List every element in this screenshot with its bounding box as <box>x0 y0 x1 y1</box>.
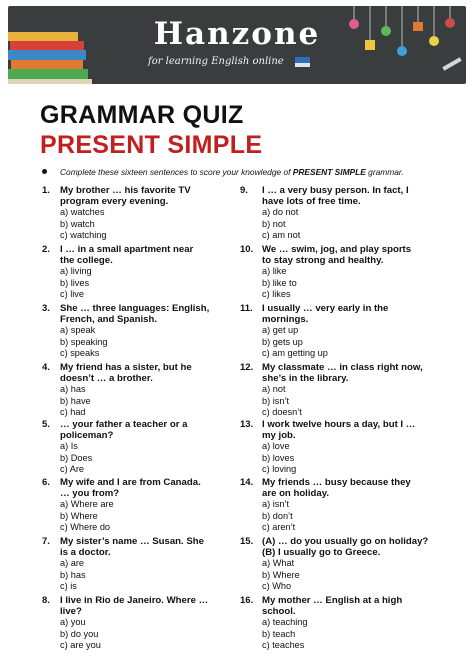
answer-option: a) speak <box>60 325 96 336</box>
question-number: 3. <box>42 303 50 314</box>
answer-option: b) isn’t <box>262 395 290 406</box>
question-number: 5. <box>42 419 50 430</box>
answer-option: c) had <box>60 406 86 417</box>
hanging-decorations <box>346 6 466 84</box>
question-8 <box>42 595 212 651</box>
question-stem-line: I … in a small apartment near <box>60 244 194 255</box>
question-2 <box>42 244 212 300</box>
answer-option: c) am getting up <box>262 347 328 358</box>
question-number: 12. <box>240 362 254 373</box>
answer-option: c) live <box>60 288 84 299</box>
answer-option: a) Is <box>60 441 78 452</box>
header-banner <box>8 6 466 84</box>
answer-option: a) Where are <box>60 499 114 510</box>
question-5 <box>42 419 212 475</box>
question-7 <box>42 536 212 592</box>
question-number: 4. <box>42 362 50 373</box>
answer-option: c) loving <box>262 463 297 474</box>
question-stem-line: live? <box>60 606 82 618</box>
question-stem-line: My classmate … in class right now, <box>262 362 423 373</box>
answer-option: b) Where <box>60 510 98 521</box>
answer-option: c) doesn’t <box>262 406 302 417</box>
question-stem-line: school. <box>262 606 296 618</box>
question-stem-line: is a doctor. <box>60 547 111 559</box>
question-stem-line: the college. <box>60 255 113 267</box>
question-stem-line: doesn’t … a brother. <box>60 373 153 385</box>
question-stem-line: … you from? <box>60 488 120 500</box>
answer-option: b) Does <box>60 452 93 463</box>
answer-option: a) watches <box>60 207 105 218</box>
question-stem-line: … your father a teacher or a <box>60 419 188 430</box>
answer-option: c) teaches <box>262 639 305 650</box>
brand-tagline: for learning English online <box>148 56 284 67</box>
question-stem-line: My brother … his favorite TV <box>60 185 191 196</box>
question-number: 1. <box>42 185 50 196</box>
question-stem-line: My wife and I are from Canada. <box>60 477 201 488</box>
question-number: 2. <box>42 244 50 255</box>
question-stem-line: (A) … do you usually go on holiday? <box>262 536 429 547</box>
answer-option: b) lives <box>60 277 90 288</box>
page-subtitle: PRESENT SIMPLE <box>40 131 263 159</box>
instructions <box>42 167 462 177</box>
answer-option: a) like <box>262 266 287 277</box>
answer-option: a) you <box>60 617 86 628</box>
answer-option: b) teach <box>262 628 296 639</box>
answer-option: c) aren’t <box>262 521 296 532</box>
question-stem-line: to stay strong and healthy. <box>262 255 384 267</box>
question-stem-line: She … three languages: English, <box>60 303 210 314</box>
page-title: GRAMMAR QUIZ <box>40 101 244 129</box>
question-stem-line: mornings. <box>262 314 309 326</box>
answer-option: a) What <box>262 558 295 569</box>
answer-option: b) do you <box>60 628 99 639</box>
bullet-icon <box>42 169 47 174</box>
answer-option: c) likes <box>262 288 291 299</box>
question-6 <box>42 477 212 533</box>
question-13 <box>240 419 450 475</box>
question-1 <box>42 185 212 241</box>
instructions-text-after: grammar. <box>365 167 404 177</box>
answer-option: b) speaking <box>60 336 108 347</box>
question-14 <box>240 477 440 533</box>
answer-option: c) watching <box>60 229 107 240</box>
answer-option: c) Who <box>262 580 292 591</box>
answer-option: b) like to <box>262 277 297 288</box>
answer-option: b) has <box>60 569 86 580</box>
answer-option: b) have <box>60 395 91 406</box>
question-number: 11. <box>240 303 253 314</box>
question-stem-line: policeman? <box>60 430 114 442</box>
answer-option: a) do not <box>262 207 299 218</box>
question-stem-line: I … a very busy person. In fact, I <box>262 185 409 196</box>
question-15 <box>240 536 465 592</box>
answer-option: b) not <box>262 218 286 229</box>
question-stem-line: (B) I usually go to Greece. <box>262 547 381 559</box>
answer-option: c) speaks <box>60 347 100 358</box>
question-stem-line: my job. <box>262 430 296 442</box>
answer-option: a) not <box>262 384 286 395</box>
question-number: 9. <box>240 185 248 196</box>
question-stem-line: I usually … very early in the <box>262 303 389 314</box>
answer-option: c) are you <box>60 639 101 650</box>
question-number: 13. <box>240 419 254 430</box>
answer-option: a) teaching <box>262 617 308 628</box>
question-stem-line: French, and Spanish. <box>60 314 158 326</box>
flag-icon <box>295 57 310 67</box>
question-stem-line: I live in Rio de Janeiro. Where … <box>60 595 209 606</box>
answer-option: c) Where do <box>60 521 111 532</box>
question-3 <box>42 303 212 359</box>
question-12 <box>240 362 450 418</box>
question-number: 6. <box>42 477 50 488</box>
question-stem-line: My sister’s name … Susan. She <box>60 536 204 547</box>
question-10 <box>240 244 440 300</box>
answer-option: c) am not <box>262 229 301 240</box>
question-stem-line: are on holiday. <box>262 488 329 500</box>
answer-option: b) don’t <box>262 510 293 521</box>
question-stem-line: My friends … busy because they <box>262 477 411 488</box>
question-number: 7. <box>42 536 50 547</box>
answer-option: a) are <box>60 558 85 569</box>
answer-option: b) gets up <box>262 336 303 347</box>
answer-option: a) love <box>262 441 290 452</box>
answer-option: b) watch <box>60 218 95 229</box>
question-stem-line: I work twelve hours a day, but I … <box>262 419 416 430</box>
answer-option: a) has <box>60 384 86 395</box>
question-9 <box>240 185 440 241</box>
question-stem-line: My friend has a sister, but he <box>60 362 192 373</box>
question-stem-line: she’s in the library. <box>262 373 349 385</box>
question-11 <box>240 303 440 359</box>
question-16 <box>240 595 440 651</box>
answer-option: c) is <box>60 580 77 591</box>
instructions-emphasis: PRESENT SIMPLE <box>292 167 366 177</box>
question-number: 8. <box>42 595 50 606</box>
question-number: 10. <box>240 244 254 255</box>
question-number: 14. <box>240 477 254 488</box>
question-number: 15. <box>240 536 254 547</box>
answer-option: c) Are <box>60 463 84 474</box>
answer-option: b) loves <box>262 452 295 463</box>
question-stem-line: My mother … English at a high <box>262 595 403 606</box>
brand-logo: Hanzone <box>153 16 321 52</box>
answer-option: a) living <box>60 266 92 277</box>
instructions-text-before: Complete these sixteen sentences to score your knowledge of <box>60 167 293 177</box>
answer-option: a) get up <box>262 325 299 336</box>
question-4 <box>42 362 212 418</box>
question-stem-line: We … swim, jog, and play sports <box>262 244 412 255</box>
question-number: 16. <box>240 595 254 606</box>
answer-option: a) isn’t <box>262 499 290 510</box>
question-stem-line: program every evening. <box>60 196 169 208</box>
question-stem-line: have lots of free time. <box>262 196 361 208</box>
answer-option: b) Where <box>262 569 300 580</box>
